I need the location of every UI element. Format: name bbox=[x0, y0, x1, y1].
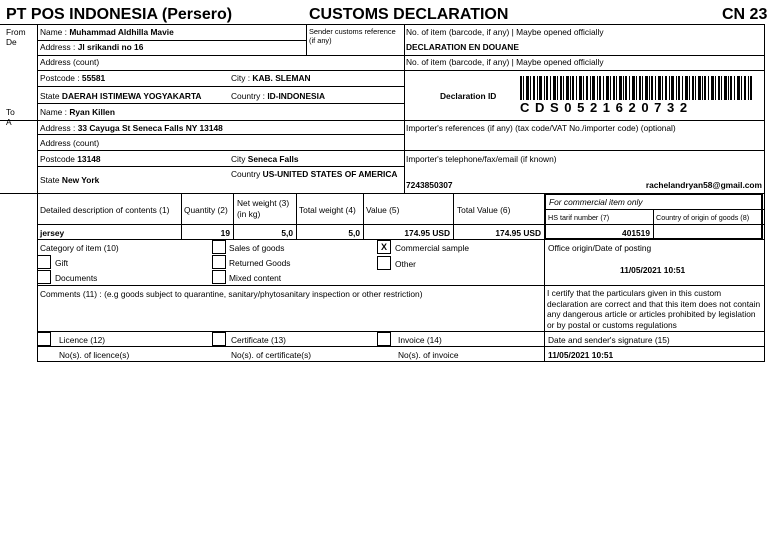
from-label: From bbox=[6, 27, 26, 37]
recipient-city: Seneca Falls bbox=[247, 154, 299, 164]
item-value: 174.95 USD bbox=[404, 228, 450, 238]
sender-country-label: Country : bbox=[231, 91, 265, 101]
documents-label: Documents bbox=[55, 273, 98, 283]
col-net-weight: Net weight (3) (in kg) bbox=[237, 198, 290, 219]
col-total-value: Total Value (6) bbox=[457, 205, 511, 215]
item-total-value: 174.95 USD bbox=[495, 228, 541, 238]
other-label: Other bbox=[395, 259, 416, 269]
sales-checkbox[interactable] bbox=[212, 240, 226, 254]
recipient-city-row bbox=[231, 154, 299, 164]
importer-telephone-label: Importer's telephone/fax/email (if known) bbox=[406, 154, 557, 164]
declaration-id: C D S 0 5 2 1 6 2 0 7 3 2 bbox=[520, 100, 689, 115]
recipient-postcode-row bbox=[40, 154, 101, 164]
declaration-fr-title: DECLARATION EN DOUANE bbox=[406, 42, 519, 52]
sender-customs-reference-label: Sender customs reference (if any) bbox=[309, 27, 396, 45]
barcode bbox=[520, 76, 752, 100]
col-quantity: Quantity (2) bbox=[184, 205, 228, 215]
sender-state-row bbox=[40, 91, 201, 101]
document-title: CUSTOMS DECLARATION bbox=[309, 6, 509, 23]
to-label: To bbox=[6, 107, 15, 117]
sender-postcode: 55581 bbox=[81, 73, 106, 83]
importer-email: rachelandryan58@gmail.com bbox=[645, 180, 762, 190]
invoice-label: Invoice (14) bbox=[398, 335, 442, 345]
commercial-sample-check-mark: X bbox=[380, 242, 387, 252]
recipient-address-count: Address (count) bbox=[40, 138, 100, 148]
recipient-state-label: State bbox=[40, 175, 60, 185]
col-total-weight: Total weight (4) bbox=[299, 205, 356, 215]
company-name: PT POS INDONESIA (Persero) bbox=[6, 6, 233, 23]
recipient-address: 33 Cayuga St Seneca Falls NY 13148 bbox=[77, 123, 223, 133]
returned-checkbox[interactable] bbox=[212, 255, 226, 269]
form-code: CN 23 bbox=[722, 6, 768, 23]
sender-country: ID-INDONESIA bbox=[267, 91, 326, 101]
sender-city-label: City : bbox=[231, 73, 251, 83]
sender-address-count: Address (count) bbox=[40, 57, 100, 67]
sender-postcode-row bbox=[40, 73, 105, 83]
recipient-name-row bbox=[40, 107, 115, 117]
sender-city: KAB. SLEMAN bbox=[252, 73, 311, 83]
invoice-number-label: No(s). of invoice bbox=[398, 350, 459, 360]
commercial-sample-label: Commercial sample bbox=[395, 243, 469, 253]
recipient-address-label: Address : bbox=[40, 123, 76, 133]
col-origin: Country of origin of goods (8) bbox=[656, 213, 750, 222]
commercial-sample-checkbox[interactable] bbox=[377, 240, 391, 254]
sender-city-row bbox=[231, 73, 311, 83]
col-value: Value (5) bbox=[366, 205, 400, 215]
licence-checkbox[interactable] bbox=[37, 332, 51, 346]
from-label-fr: De bbox=[6, 37, 17, 47]
sender-address-label: Address : bbox=[40, 42, 76, 52]
mixed-label: Mixed content bbox=[229, 273, 282, 283]
importer-references-label: Importer's references (if any) (tax code/VAT No./importer code) (optional) bbox=[406, 123, 676, 133]
sender-country-row bbox=[231, 91, 325, 101]
item-hs-number: 401519 bbox=[622, 228, 650, 238]
signature-label: Date and sender's signature (15) bbox=[548, 335, 670, 345]
item-number-label: No. of item (barcode, if any) | Maybe opened officially bbox=[406, 27, 604, 37]
item-quantity: 19 bbox=[220, 228, 230, 238]
documents-checkbox[interactable] bbox=[37, 270, 51, 284]
mixed-checkbox[interactable] bbox=[212, 270, 226, 284]
sender-name-label: Name : bbox=[40, 27, 67, 37]
licence-number-label: No(s). of licence(s) bbox=[59, 350, 130, 360]
comments-label: Comments (11) : (e.g goods subject to quarantine, sanitary/phytosanitary inspection or other restriction) bbox=[40, 289, 423, 299]
recipient-country: US-UNITED STATES OF AMERICA bbox=[262, 169, 398, 179]
recipient-country-label: Country bbox=[231, 169, 261, 179]
certificate-label: Certificate (13) bbox=[231, 335, 286, 345]
recipient-city-label: City bbox=[231, 154, 246, 164]
licence-label: Licence (12) bbox=[59, 335, 106, 345]
sender-postcode-label: Postcode : bbox=[40, 73, 80, 83]
recipient-state-row bbox=[40, 175, 99, 185]
item-description: jersey bbox=[40, 228, 65, 238]
certify-text: I certify that the particulars given in this custom declaration are correct and that this item does not contain any dangerous article or articles prohibited by legislation or by postal or customs regulations bbox=[547, 288, 761, 330]
item-net-weight: 5,0 bbox=[281, 228, 293, 238]
recipient-name-label: Name : bbox=[40, 107, 67, 117]
office-origin-label: Office origin/Date of posting bbox=[548, 243, 652, 253]
sender-state: DAERAH ISTIMEWA YOGYAKARTA bbox=[61, 91, 202, 101]
sales-label: Sales of goods bbox=[229, 243, 285, 253]
returned-label: Returned Goods bbox=[229, 258, 291, 268]
other-checkbox[interactable] bbox=[377, 256, 391, 270]
certificate-number-label: No(s). of certificate(s) bbox=[231, 350, 312, 360]
declaration-id-label: Declaration ID bbox=[440, 91, 497, 101]
recipient-address-row bbox=[40, 123, 223, 133]
recipient-state: New York bbox=[61, 175, 100, 185]
importer-phone: 7243850307 bbox=[406, 180, 453, 190]
col-hs-tariff: HS tarif number (7) bbox=[548, 213, 610, 222]
commercial-only-label: For commercial item only bbox=[549, 197, 643, 207]
sender-state-label: State bbox=[40, 91, 60, 101]
col-description: Detailed description of contents (1) bbox=[40, 205, 170, 215]
to-label-fr: A bbox=[6, 117, 12, 127]
gift-label: Gift bbox=[55, 258, 69, 268]
recipient-name: Ryan Killen bbox=[69, 107, 115, 117]
barcode-icon bbox=[520, 76, 752, 100]
gift-checkbox[interactable] bbox=[37, 255, 51, 269]
posting-date: 11/05/2021 10:51 bbox=[620, 265, 686, 275]
recipient-postcode: 13148 bbox=[77, 154, 101, 164]
item-number-label-2: No. of item (barcode, if any) | Maybe opened officially bbox=[406, 57, 604, 67]
recipient-country-row bbox=[231, 169, 401, 180]
sender-name-row bbox=[40, 27, 174, 37]
sender-address: Jl srikandi no 16 bbox=[77, 42, 144, 52]
certificate-checkbox[interactable] bbox=[212, 332, 226, 346]
category-label: Category of item (10) bbox=[40, 243, 119, 253]
recipient-postcode-label: Postcode bbox=[40, 154, 75, 164]
sender-name: Muhammad Aldhilla Mavie bbox=[69, 27, 174, 37]
signature-date: 11/05/2021 10:51 bbox=[548, 350, 614, 360]
sender-address-row bbox=[40, 42, 143, 52]
invoice-checkbox[interactable] bbox=[377, 332, 391, 346]
item-total-weight: 5,0 bbox=[348, 228, 360, 238]
